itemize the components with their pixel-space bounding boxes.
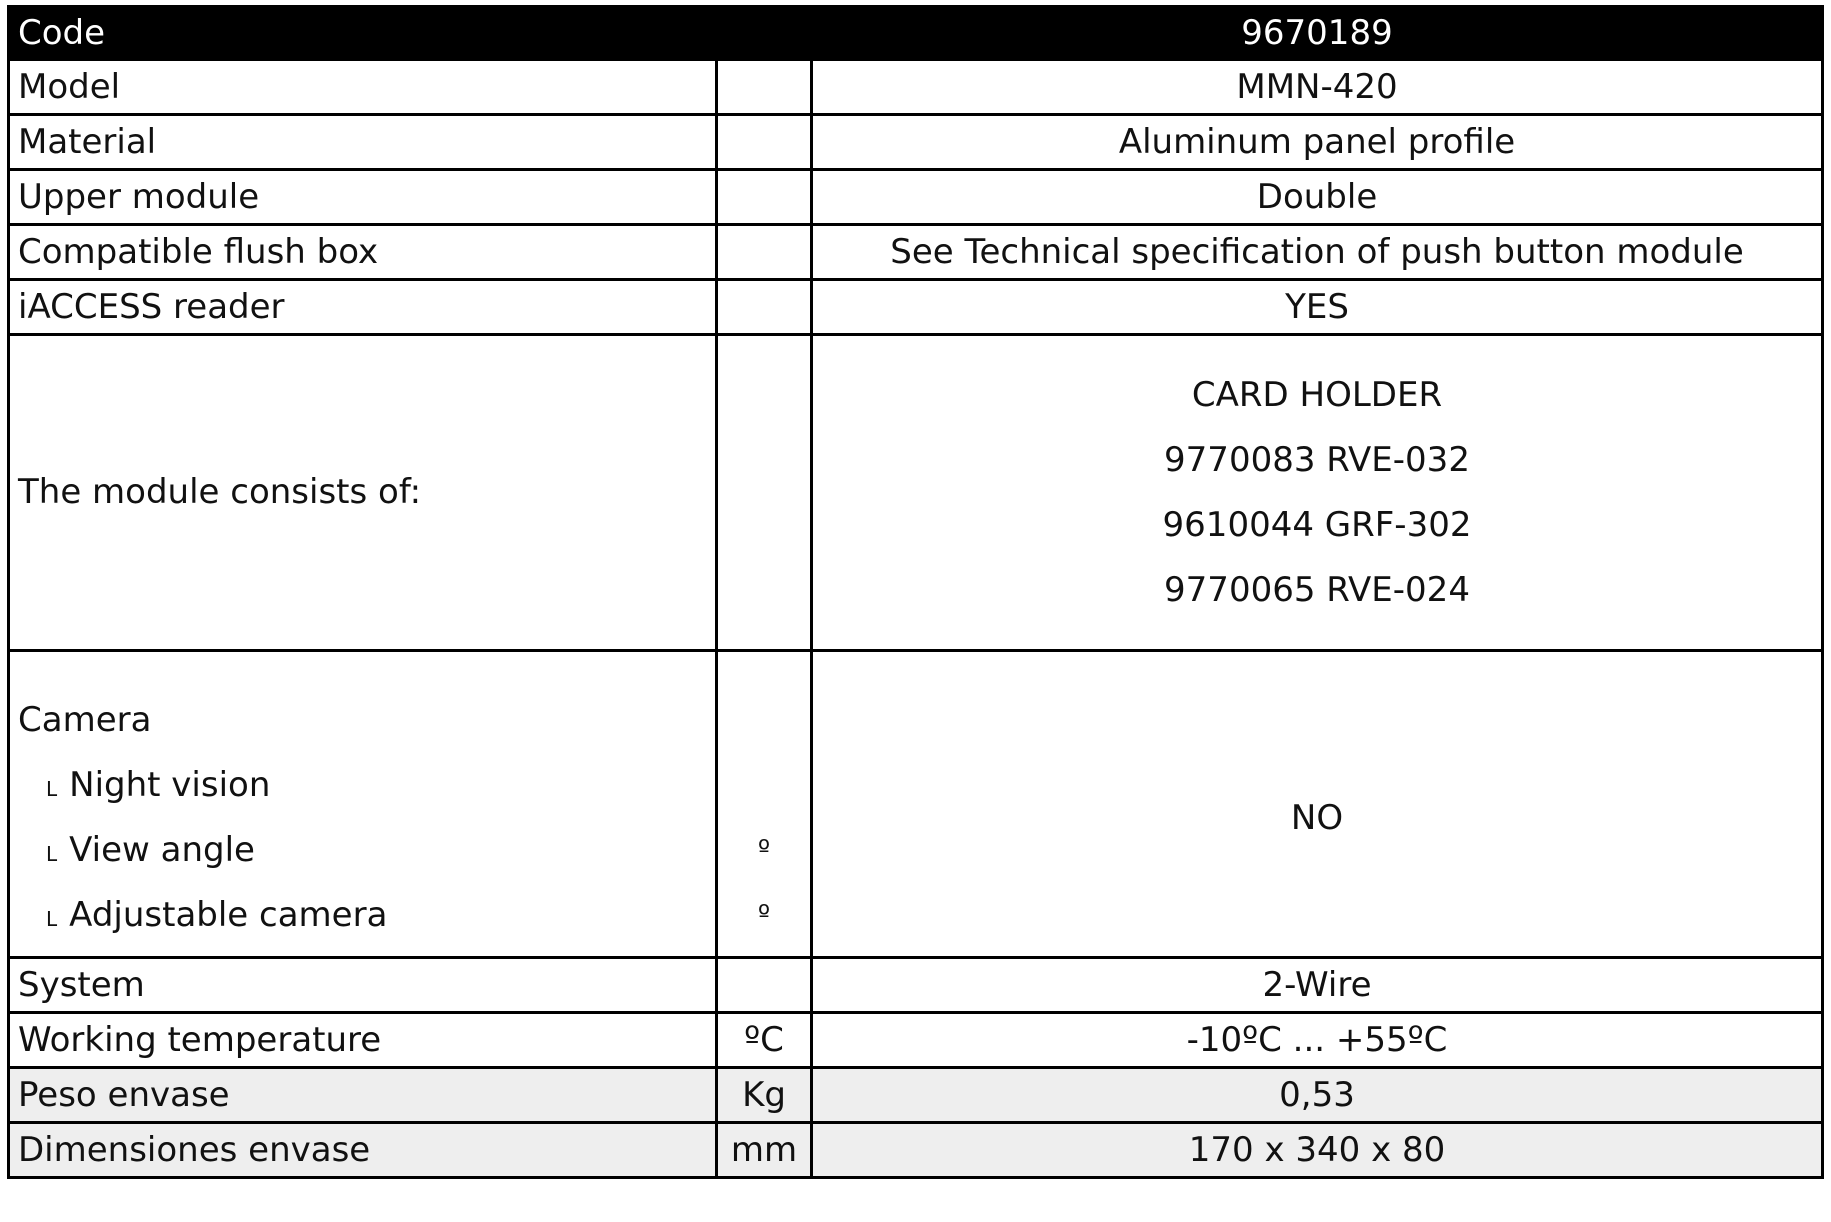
spec-row-peso-envase bbox=[9, 1068, 1823, 1123]
row-label: System bbox=[9, 958, 717, 1013]
spec-table bbox=[7, 5, 1824, 1179]
subitem-unit: º bbox=[757, 835, 771, 865]
subitem-unit: º bbox=[757, 900, 771, 930]
spec-row-material bbox=[9, 115, 1823, 170]
row-value: Aluminum panel profile bbox=[812, 115, 1823, 170]
code-label: Code bbox=[9, 7, 812, 60]
module-label-cell bbox=[9, 335, 717, 651]
code-value: 9670189 bbox=[812, 7, 1823, 60]
module-item: 9770065 RVE-024 bbox=[1164, 569, 1470, 610]
subitem-label: Night vision bbox=[69, 765, 271, 805]
spec-row-working-temperature bbox=[9, 1013, 1823, 1068]
row-value: 170 x 340 x 80 bbox=[812, 1123, 1823, 1178]
camera-label: Camera bbox=[18, 700, 152, 740]
row-value: MMN-420 bbox=[812, 60, 1823, 115]
row-unit bbox=[717, 280, 812, 335]
row-label: Working temperature bbox=[9, 1013, 717, 1068]
module-label: The module consists of: bbox=[18, 472, 422, 512]
subitem-label: Adjustable camera bbox=[69, 895, 388, 935]
row-label: Peso envase bbox=[9, 1068, 717, 1123]
row-value: Double bbox=[812, 170, 1823, 225]
subitem-label: View angle bbox=[69, 830, 255, 870]
spec-row-system bbox=[9, 958, 1823, 1013]
spec-row-module bbox=[9, 335, 1823, 651]
camera-unit bbox=[726, 688, 802, 753]
row-label: Compatible flush box bbox=[9, 225, 717, 280]
row-label: Upper module bbox=[9, 170, 717, 225]
row-value: -10ºC ... +55ºC bbox=[812, 1013, 1823, 1068]
subitem-marker: L bbox=[46, 907, 58, 931]
camera-value-cell bbox=[812, 651, 1823, 958]
row-label: iACCESS reader bbox=[9, 280, 717, 335]
header-row bbox=[9, 7, 1823, 60]
subitem-marker: L bbox=[46, 842, 58, 866]
camera-label-cell bbox=[9, 651, 717, 958]
camera-value: NO bbox=[1290, 797, 1344, 838]
module-item: CARD HOLDER bbox=[1191, 374, 1443, 415]
row-unit bbox=[717, 60, 812, 115]
camera-unit-cell bbox=[717, 651, 812, 958]
row-unit: Kg bbox=[717, 1068, 812, 1123]
subitem-unit bbox=[726, 753, 802, 818]
row-unit bbox=[717, 170, 812, 225]
spec-row-flush-box bbox=[9, 225, 1823, 280]
module-unit-cell bbox=[717, 335, 812, 651]
row-label: Dimensiones envase bbox=[9, 1123, 717, 1178]
spec-row-iaccess bbox=[9, 280, 1823, 335]
spec-row-dimensiones-envase bbox=[9, 1123, 1823, 1178]
module-items-cell bbox=[812, 335, 1823, 651]
spec-row-upper-module bbox=[9, 170, 1823, 225]
module-item: 9610044 GRF-302 bbox=[1162, 504, 1472, 545]
row-unit bbox=[717, 225, 812, 280]
row-label: Model bbox=[9, 60, 717, 115]
module-item: 9770083 RVE-032 bbox=[1164, 439, 1470, 480]
row-unit: mm bbox=[717, 1123, 812, 1178]
row-value: 0,53 bbox=[812, 1068, 1823, 1123]
camera-subitem bbox=[18, 883, 707, 948]
spec-row-camera bbox=[9, 651, 1823, 958]
row-unit bbox=[717, 115, 812, 170]
spec-row-model bbox=[9, 60, 1823, 115]
camera-subitem bbox=[18, 753, 707, 818]
row-value: See Technical specification of push button module bbox=[812, 225, 1823, 280]
camera-subitem bbox=[18, 818, 707, 883]
subitem-marker: L bbox=[46, 777, 58, 801]
row-value: 2-Wire bbox=[812, 958, 1823, 1013]
row-value: YES bbox=[812, 280, 1823, 335]
row-unit: ºC bbox=[717, 1013, 812, 1068]
row-label: Material bbox=[9, 115, 717, 170]
row-unit bbox=[717, 958, 812, 1013]
